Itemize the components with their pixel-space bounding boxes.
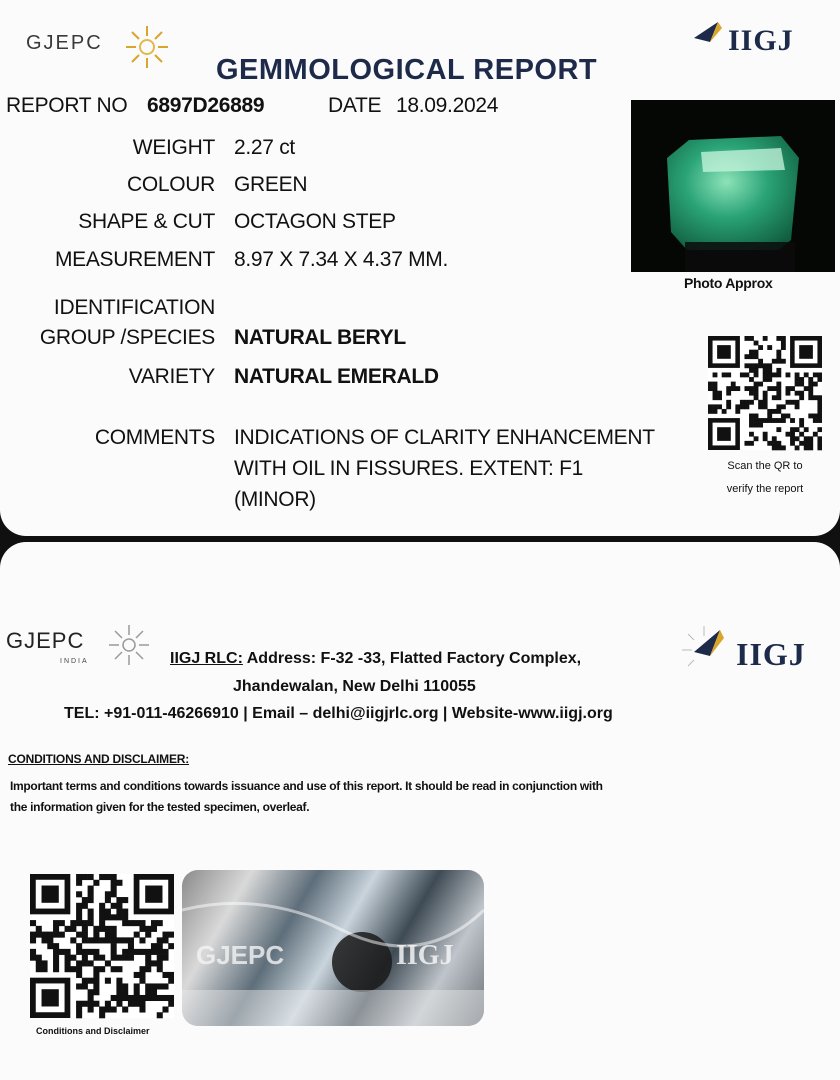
comments-line-1: INDICATIONS OF CLARITY ENHANCEMENT [234, 426, 655, 449]
gjepc-logo-back [6, 622, 166, 672]
address-block [170, 650, 581, 668]
measurement-value: 8.97 X 7.34 X 4.37 MM. [234, 248, 449, 271]
conditions-heading: CONDITIONS AND DISCLAIMER: [8, 752, 190, 766]
shape-cut-label: SHAPE & CUT [78, 210, 215, 233]
photo-caption: Photo Approx [684, 275, 773, 291]
diamond-arrow-icon [692, 18, 728, 54]
variety-value: NATURAL EMERALD [234, 365, 439, 388]
weight-value: 2.27 ct [234, 136, 295, 159]
emerald-stone-image [631, 100, 835, 272]
conditions-qr-caption: Conditions and Disclaimer [36, 1026, 150, 1036]
measurement-label: MEASUREMENT [54, 248, 215, 271]
comments-label: COMMENTS [94, 426, 215, 449]
shape-cut-value: OCTAGON STEP [234, 210, 396, 233]
address-line-1: Address: F-32 -33, Flatted Factory Complex, [246, 650, 582, 667]
report-no-value: 6897D26889 [147, 94, 265, 117]
hologram-iigj-text: IIGJ [396, 940, 454, 971]
hologram-sticker [182, 870, 484, 1026]
qr-caption-line-1: Scan the QR to [727, 460, 803, 472]
variety-label: VARIETY [128, 365, 215, 388]
gjepc-logo-back-text: GJEPC [6, 628, 85, 653]
hologram-gjepc-text: GJEPC [196, 940, 285, 970]
report-title: GEMMOLOGICAL REPORT [216, 54, 598, 86]
address-line-2: Jhandewalan, New Delhi 110055 [233, 678, 476, 695]
conditions-line-2: the information given for the tested specimen, overleaf. [10, 800, 310, 814]
identification-label: IDENTIFICATION [53, 296, 215, 319]
iigj-logo-back [676, 622, 826, 682]
weight-label: WEIGHT [132, 136, 215, 159]
iigj-logo-back-text: IIGJ [736, 636, 806, 672]
comments-line-2: WITH OIL IN FISSURES. EXTENT: F1 [234, 457, 583, 480]
group-species-label: GROUP /SPECIES [39, 326, 215, 349]
colour-label: COLOUR [126, 173, 215, 196]
comments-line-3: (MINOR) [234, 488, 316, 511]
gjepc-logo-back-sub: INDIA [60, 658, 89, 665]
sunburst-icon [106, 622, 152, 668]
qr-caption-line-2: verify the report [726, 483, 804, 495]
conditions-qr-code[interactable] [30, 874, 174, 1022]
sunburst-icon [122, 22, 172, 72]
gjepc-logo [26, 24, 176, 74]
conditions-line-1: Important terms and conditions towards issuance and use of this report. It should be read in conjunction with [10, 779, 603, 793]
date-value: 18.09.2024 [396, 94, 499, 117]
gjepc-logo-text: GJEPC [26, 32, 103, 54]
report-no-label: REPORT NO [6, 94, 128, 117]
iigj-logo [690, 14, 820, 64]
address-label: IIGJ RLC: [170, 650, 243, 667]
group-species-value: NATURAL BERYL [234, 326, 406, 349]
report-front-card [0, 0, 840, 536]
report-back-card [0, 542, 840, 1080]
diamond-arrow-icon [676, 622, 732, 678]
verify-qr-code[interactable] [708, 336, 822, 454]
colour-value: GREEN [234, 173, 308, 196]
iigj-logo-text: IIGJ [728, 24, 794, 57]
gem-photo [631, 100, 835, 272]
date-label: DATE [328, 94, 382, 117]
contact-line: TEL: +91-011-46266910 | Email – delhi@iigjrlc.org | Website-www.iigj.org [64, 705, 613, 722]
